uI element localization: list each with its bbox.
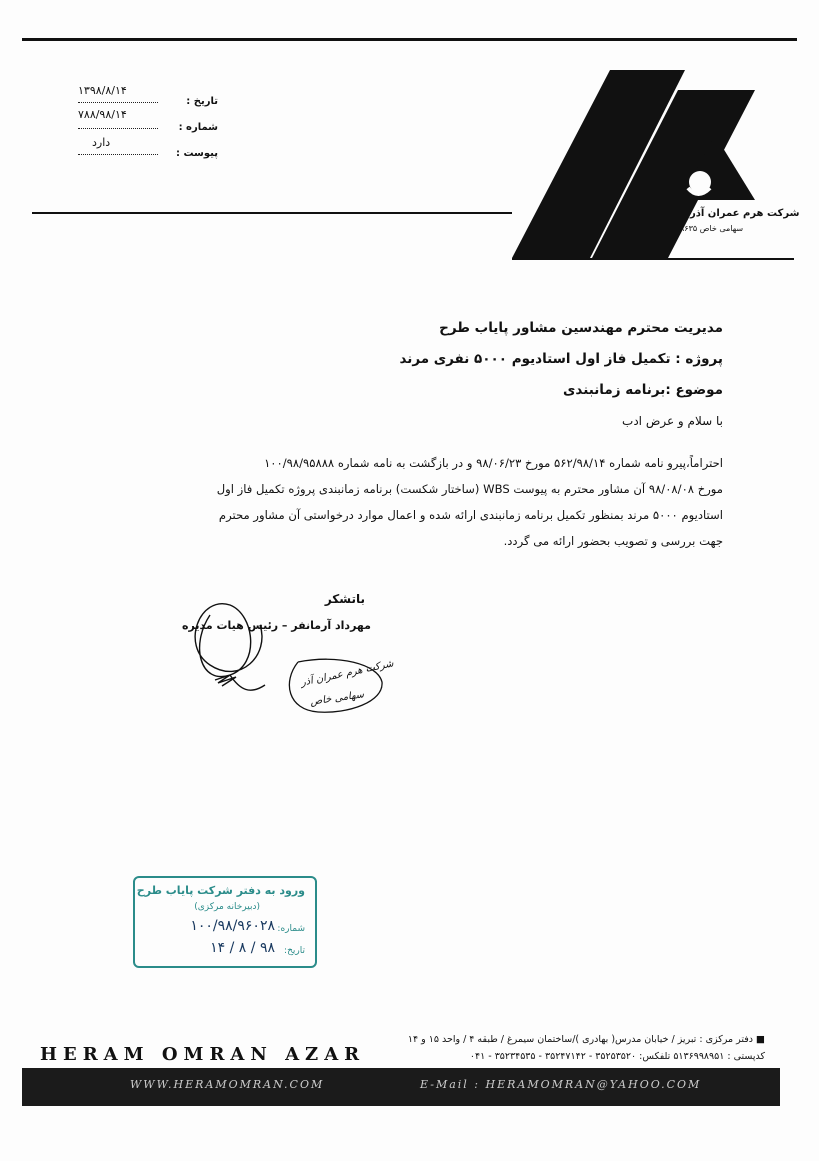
attachment-row — [70, 136, 220, 164]
received-stamp — [133, 876, 317, 968]
company-logo — [500, 60, 800, 260]
seal-text-1: شرکت هرم عمران آذر — [299, 658, 395, 689]
footer-email[interactable]: E-Mail : HERAMOMRAN@YAHOO.COM — [420, 1078, 702, 1091]
header-rule — [32, 212, 512, 214]
stamp-subtitle: (دبیرخانه مرکزی) — [194, 902, 260, 912]
stamp-date-value: ۹۸ / ۸ / ۱۴ — [210, 940, 275, 956]
date-dots — [78, 102, 158, 103]
greeting: با سلام و عرض ادب — [622, 414, 723, 428]
footer-website[interactable]: WWW.HERAMOMRAN.COM — [130, 1078, 325, 1091]
number-value: ۷۸۸/۹۸/۱۴ — [78, 108, 127, 121]
body-line-4: جهت بررسی و تصویب بحضور ارائه می گردد. — [503, 534, 723, 548]
number-row — [70, 108, 220, 138]
signatory: مهرداد آرمانفر – رئیس هیات مدیره — [182, 619, 371, 632]
project-line: پروژه : تکمیل فاز اول استادیوم ۵۰۰۰ نفری مرند — [399, 351, 723, 367]
stamp-number-value: ۱۰۰/۹۸/۹۶۰۲۸ — [190, 918, 275, 934]
logo-company-name: شرکت هرم عمران آذر — [690, 208, 800, 219]
seal-text-2: سهامی خاص — [309, 689, 365, 708]
subject-line: موضوع :برنامه زمانبندی — [563, 382, 723, 398]
recipient: مدیریت محترم مهندسین مشاور پایاب طرح — [439, 320, 723, 336]
top-rule — [22, 38, 797, 41]
attachment-value: دارد — [92, 136, 111, 149]
closing: باتشکر — [324, 592, 365, 606]
date-label: تاریخ : — [186, 96, 218, 107]
logo-registration: سهامی خاص ۸۶۳۵ — [680, 224, 744, 233]
stamp-title: ورود به دفتر شرکت پایاب طرح — [136, 884, 305, 897]
body-line-3: استادیوم ۵۰۰۰ مرند بمنظور تکمیل برنامه زمانبندی ارائه شده و اعمال موارد درخواستی آن مشاور محترم — [218, 508, 723, 522]
stamp-number-label: شماره: — [277, 924, 305, 934]
footer-contact: کدپستی : ۵۱۳۶۹۹۸۹۵۱ تلفکس: ۳۵۲۵۳۵۲۰ - ۳۵۲۴۷۱۴۲ - ۳۵۲۳۴۵۳۵ - ۰۴۱ — [469, 1051, 765, 1062]
attachment-dots — [78, 154, 158, 155]
number-label: شماره : — [178, 122, 218, 133]
number-dots — [78, 128, 158, 129]
footer-address: ■ دفتر مرکزی : تبریز / خیابان مدرس( بهادری )/ساختمان سیمرغ / طبقه ۴ / واحد ۱۵ و ۱۴ — [407, 1034, 765, 1045]
letter-body — [123, 450, 723, 554]
attachment-label: پیوست : — [175, 148, 218, 159]
body-line-2: مورخ ۹۸/۰۸/۰۸ آن مشاور محترم به پیوست WBS (ساختار شکست) برنامه زمانبندی پروژه تکمیل فاز اول — [216, 482, 723, 496]
footer-brand: HERAM OMRAN AZAR — [40, 1044, 366, 1065]
body-line-1: احتراماً،پیرو نامه شماره ۵۶۲/۹۸/۱۴ مورخ ۹۸/۰۶/۲۳ و در بازگشت به نامه شماره ۱۰۰/۹۸/۹۵۸۸۸ — [264, 456, 723, 470]
stamp-date-label: تاریخ: — [284, 946, 305, 956]
date-value: ۱۳۹۸/۸/۱۴ — [78, 84, 127, 97]
